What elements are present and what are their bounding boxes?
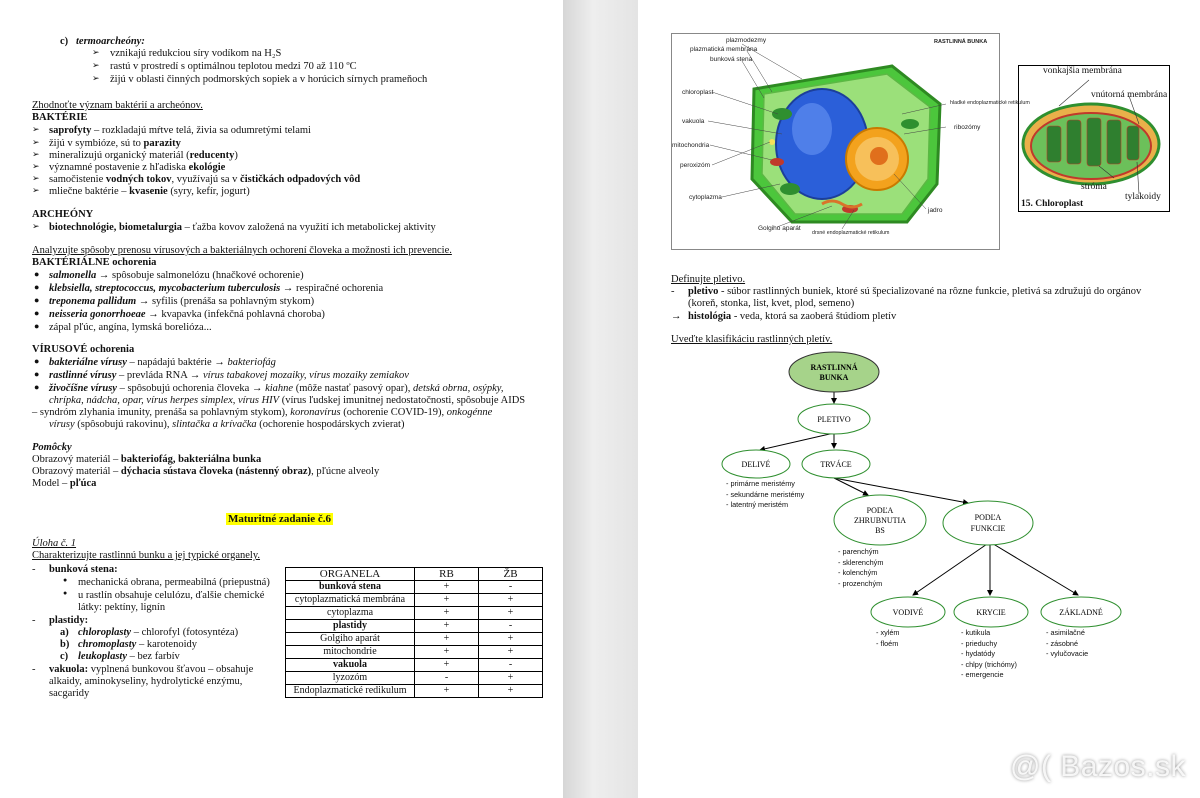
- col-header: RB: [415, 568, 479, 581]
- bacterial-disease-item: zápal pľúc, angína, lymská borelióza...: [49, 322, 212, 333]
- list-item: - latentný meristém: [726, 500, 789, 509]
- bacteria-item: mliečne baktérie – kvasenie (syry, kefír, jogurt): [49, 186, 250, 197]
- list-item: - prieduchy: [961, 638, 998, 648]
- table-row: [286, 646, 543, 659]
- node-plant-cell-l1: RASTLINNÁ: [810, 363, 858, 372]
- table-row: [286, 633, 543, 646]
- plant-cell-value: -: [415, 672, 479, 685]
- animal-cell-value: -: [479, 581, 543, 594]
- nucleolus-shape: [870, 147, 888, 165]
- page-gap: [563, 0, 638, 798]
- dash-bullet: -: [32, 664, 36, 675]
- dash-bullet: -: [32, 615, 36, 626]
- ground-list: [1046, 628, 1088, 660]
- plant-cell-figure: [671, 33, 1030, 250]
- dot-bullet-icon: ●: [34, 295, 40, 305]
- table-row: [286, 659, 543, 672]
- organelle-name-cell: plastidy: [286, 620, 415, 633]
- viral-item: živočíšne vírusy – spôsobujú ochorenia človeka → kiahne (môže nastať pasový opar), detská obrna, osýpky,: [49, 383, 504, 394]
- list-item: - sklerenchým: [838, 557, 884, 567]
- viral-diseases-heading: VÍRUSOVÉ ochorenia: [32, 344, 135, 355]
- vacuole-line: sacgaridy: [49, 688, 90, 699]
- meristem-list: [726, 479, 804, 511]
- node-by-function: [943, 501, 1033, 545]
- label-plasma-membrane: plazmatická membrána: [690, 46, 758, 53]
- label-rough-er: drsné endoplazmatické retikulum: [812, 230, 890, 236]
- arrow-bullet-icon: ➢: [92, 60, 100, 70]
- organelle-name-cell: bunková stena: [286, 581, 415, 594]
- plant-cell-value: +: [415, 633, 479, 646]
- chloroplast-shape: [901, 119, 919, 129]
- animal-cell-value: +: [479, 633, 543, 646]
- tissue-definition-cont: (koreň, stonka, list, kvet, plod, semeno): [688, 298, 855, 309]
- dot-bullet-icon: ●: [34, 308, 40, 318]
- table-row: [286, 594, 543, 607]
- table-header-row: [286, 568, 543, 581]
- list-item: - primárne meristémy: [726, 479, 795, 488]
- list-item: - hydatódy: [961, 649, 996, 658]
- table-row: [286, 672, 543, 685]
- chloroplast-caption: 15. Chloroplast: [1021, 199, 1084, 209]
- organelle-name-cell: Endoplazmatické redikulum: [286, 685, 415, 698]
- bacteria-item: saprofyty – rozkladajú mŕtve telá, živia sa odumretými telami: [49, 125, 311, 136]
- organelle-name-cell: Golgiho aparát: [286, 633, 415, 646]
- node-conductive-label: VODIVÉ: [892, 608, 924, 617]
- arrow-bullet-icon: ➢: [32, 221, 40, 231]
- termo-title: termoarcheóny:: [76, 36, 145, 47]
- bacteria-heading: BAKTÉRIE: [32, 112, 88, 123]
- organelle-table: [285, 567, 543, 698]
- cell-wall-item: mechanická obrana, permeabilná (priepustná): [78, 577, 270, 588]
- list-item: - xylém: [876, 628, 900, 637]
- plant-cell-value: +: [415, 594, 479, 607]
- right-page: [638, 0, 1200, 798]
- bacterial-disease-item: neisseria gonorrhoeae → kvapavka (infekčná pohlavná choroba): [49, 309, 325, 320]
- bacteria-item: žijú v symbióze, sú to parazity: [49, 138, 181, 149]
- arrow-icon: →: [671, 311, 682, 322]
- label-ribosomes: ribozómy: [954, 124, 981, 131]
- wall-thickening-list: [838, 547, 883, 589]
- dot-bullet-icon: ●: [34, 369, 40, 379]
- arrow-bullet-icon: ➢: [32, 137, 40, 147]
- dot-bullet-icon: ●: [34, 269, 40, 279]
- bacterial-disease-item: treponema pallidum → syfilis (prenáša sa pohlavným stykom): [49, 296, 315, 307]
- table-row: [286, 581, 543, 594]
- node-meristematic-label: DELIVÉ: [741, 460, 771, 469]
- table-row: [286, 685, 543, 698]
- viral-item-cont: chrípka, nádcha, opar, vírus herpes simplex, vírus HIV (vírus ľudskej imunitnej nedostatočnosti, spôsobuje AIDS: [49, 395, 526, 406]
- label-inner-membrane: vnútorná membrána: [1091, 90, 1168, 100]
- plant-cell-value: +: [415, 659, 479, 672]
- arrow-bullet-icon: ➢: [32, 161, 40, 171]
- list-item: - prozenchým: [838, 578, 883, 588]
- plant-cell-value: +: [415, 581, 479, 594]
- arrow-bullet-icon: ➢: [92, 73, 100, 83]
- organelle-name-cell: lyzozóm: [286, 672, 415, 685]
- question-plant-cell: Charakterizujte rastlinnú bunku a jej typické organely.: [32, 550, 261, 561]
- list-item: - emergencie: [961, 670, 1004, 679]
- cell-title: RASTLINNÁ BUNKA: [934, 39, 988, 45]
- node-plant-cell-l2: BUNKA: [819, 373, 849, 382]
- question-define-tissue: Definujte pletivo.: [671, 274, 746, 285]
- node-wall-l3: BS: [875, 526, 885, 535]
- viral-item-cont: vírusy (spôsobujú rakovinu), slintačka a krívačka (ochorenie hospodárskych zvierat): [49, 419, 405, 430]
- arrow-bullet-icon: ➢: [92, 47, 100, 57]
- vacuole-line: vakuola: vyplnená bunkovou šťavou – obsahuje: [49, 664, 254, 675]
- col-header: ŽB: [479, 568, 543, 581]
- label-plasmodesmata: plazmodezmy: [726, 37, 767, 44]
- termo-label: c): [60, 36, 69, 47]
- bacterial-disease-item: klebsiella, streptococcus, mycobacterium tuberculosis → respiračné ochorenia: [49, 283, 384, 294]
- chloroplast-shape: [772, 108, 792, 120]
- label-outer-membrane: vonkajšia membrána: [1043, 66, 1122, 76]
- vacuole-line: alkaidy, aminokyseliny, hydrolytické enzýmu,: [49, 676, 243, 687]
- plastids-label: plastidy:: [49, 615, 89, 626]
- termo-item: vznikajú redukciou síry vodíkom na H₂S: [110, 48, 282, 59]
- left-page: [0, 0, 563, 798]
- viral-item: bakteriálne vírusy – napádajú baktérie → bakteriofág: [49, 357, 276, 368]
- aids-line: Obrazový materiál – bakteriofág, bakteriálna bunka: [32, 454, 262, 465]
- viral-item-cont: – syndróm zlyhania imunity, prenáša sa pohlavným stykom), koronavírus (ochorenie COVID-19), onkogénne: [32, 407, 493, 418]
- list-item: - parenchým: [838, 547, 879, 556]
- animal-cell-value: +: [479, 672, 543, 685]
- bacterial-disease-item: salmonella → spôsobuje salmonelózu (hnačkové ochorenie): [49, 270, 304, 281]
- plant-cell-value: +: [415, 646, 479, 659]
- list-item: - kolenchým: [838, 568, 878, 577]
- cell-wall-item: u rastlín obsahuje celulózu, ďalšie chemické: [78, 590, 265, 601]
- aids-line: Model – pľúca: [32, 478, 97, 489]
- list-item: - floém: [876, 638, 899, 648]
- node-covering-label: KRYCIE: [976, 608, 1006, 617]
- label-cytoplasm: cytoplazma: [689, 194, 722, 201]
- vacuole-highlight: [792, 103, 832, 155]
- table-row: [286, 607, 543, 620]
- label-smooth-er: hladké endoplazmatické retikulum: [950, 100, 1030, 106]
- dash-bullet: -: [671, 286, 675, 297]
- cell-wall-label: bunková stena:: [49, 564, 118, 575]
- table-row: [286, 620, 543, 633]
- animal-cell-value: +: [479, 685, 543, 698]
- plastid-num: c): [60, 651, 69, 662]
- bacteria-item: samočistenie vodných tokov, využívajú sa v čističkách odpadových vôd: [49, 174, 361, 185]
- label-chloroplast: chloroplast: [682, 89, 714, 96]
- animal-cell-value: +: [479, 607, 543, 620]
- list-item: - sekundárne meristémy: [726, 489, 805, 499]
- list-item: - vylučovacie: [1046, 649, 1089, 658]
- animal-cell-value: +: [479, 594, 543, 607]
- node-func-l1: PODĽA: [974, 513, 1002, 522]
- arrow-bullet-icon: ➢: [32, 173, 40, 183]
- label-vacuole: vakuola: [682, 118, 705, 125]
- histology-definition: histológia - veda, ktorá sa zaoberá štúdiom pletív: [688, 311, 897, 322]
- label-stroma: stróma: [1081, 182, 1107, 192]
- mitochondria-shape: [770, 158, 784, 166]
- label-golgi: Golgiho aparát: [758, 225, 801, 232]
- dot-bullet-icon: ●: [34, 382, 40, 392]
- plastid-num: a): [60, 627, 69, 638]
- list-item: - chlpy (trichómy): [961, 659, 1017, 669]
- arrow-bullet-icon: ➢: [32, 149, 40, 159]
- node-plant-cell: [789, 352, 879, 392]
- viral-item: rastlinné vírusy – prevláda RNA → vírus tabakovej mozaiky, vírus mozaiky zemiakov: [49, 370, 409, 381]
- aids-line: Obrazový materiál – dýchacia sústava človeka (nástenný obraz), pľúcne alveoly: [32, 466, 380, 477]
- list-item: - zásobné: [1046, 638, 1079, 648]
- covering-list: [961, 628, 1017, 681]
- conductive-list: [876, 628, 900, 649]
- plastid-item: chloroplasty – chlorofyl (fotosyntéza): [78, 627, 239, 638]
- termo-item: žijú v oblasti činných podmorských sopiek a v horúcich sírnych prameňoch: [110, 74, 428, 85]
- archeony-item: biotechnológie, biometalurgia – ťažba kovov založená na využití ich metabolickej aktivity: [49, 222, 436, 233]
- plastid-item: chromoplasty – karotenoidy: [78, 639, 197, 650]
- bazos-watermark: @( Bazos.sk: [1010, 750, 1186, 783]
- plastid-item: leukoplasty – bez farbív: [78, 651, 180, 662]
- bacteria-item: mineralizujú organický materiál (reducenty): [49, 150, 238, 161]
- question-bacteria-significance: Zhodnoťte význam baktérií a archeónov.: [32, 100, 203, 111]
- node-ground-label: ZÁKLADNÉ: [1059, 608, 1103, 617]
- organelle-name-cell: mitochondrie: [286, 646, 415, 659]
- termo-item: rastú v prostredí s optimálnou teplotou medzi 70 až 110 ºC: [110, 61, 357, 72]
- dot-bullet-icon: ●: [34, 321, 40, 331]
- plant-cell-value: +: [415, 685, 479, 698]
- exam-task-title: Maturitné zadanie č.6: [228, 513, 331, 525]
- organelle-name-cell: cytoplazmatická membrána: [286, 594, 415, 607]
- dot-bullet-icon: ●: [63, 589, 68, 597]
- list-item: - kutikula: [961, 628, 991, 637]
- label-thylakoids: tylakoidy: [1125, 192, 1161, 202]
- node-permanent-label: TRVÁCE: [820, 460, 852, 469]
- label-nucleus: jadro: [928, 207, 943, 214]
- question-disease-transmission: Analyzujte spôsoby prenosu vírusových a bakteriálnych ochorení človeka a možnosti ich prevencie.: [32, 245, 452, 256]
- dot-bullet-icon: ●: [34, 282, 40, 292]
- node-wall-l2: ZHRUBNUTIA: [854, 516, 906, 525]
- col-header: ORGANELA: [286, 568, 415, 581]
- tissue-definition: pletivo - súbor rastlinných buniek, ktoré sú špecializované na rôzne funkcie, pletivá sa združujú do orgánov: [688, 286, 1142, 297]
- tissue-classification-diagram: [638, 345, 1200, 685]
- dot-bullet-icon: ●: [63, 576, 68, 584]
- plant-cell-illustration: [672, 34, 1030, 249]
- dash-bullet: -: [32, 564, 36, 575]
- chloroplast-shape: [780, 183, 800, 195]
- label-peroxisome: peroxizóm: [680, 162, 710, 169]
- plant-cell-value: +: [415, 620, 479, 633]
- animal-cell-value: -: [479, 620, 543, 633]
- arrow-bullet-icon: ➢: [32, 124, 40, 134]
- aids-heading: Pomôcky: [32, 442, 72, 453]
- animal-cell-value: +: [479, 646, 543, 659]
- node-func-l2: FUNKCIE: [970, 524, 1006, 533]
- label-mitochondria: mitochondria: [672, 142, 710, 149]
- animal-cell-value: -: [479, 659, 543, 672]
- bacteria-item: významné postavenie z hľadiska ekológie: [49, 162, 226, 173]
- node-tissue-label: PLETIVO: [817, 415, 851, 424]
- question-classify-tissues: Uveďte klasifikáciu rastlinných pletív.: [671, 334, 833, 345]
- task-number: Úloha č. 1: [32, 538, 77, 549]
- label-cell-wall: bunková stena: [710, 56, 753, 63]
- cell-wall-item: látky: pektíny, lignín: [78, 602, 166, 613]
- archeony-heading: ARCHEÓNY: [32, 209, 94, 220]
- arrow-bullet-icon: ➢: [32, 185, 40, 195]
- node-wall-l1: PODĽA: [866, 506, 894, 515]
- chloroplast-figure: [1018, 65, 1170, 212]
- plant-cell-value: +: [415, 607, 479, 620]
- bacterial-diseases-heading: BAKTÉRIÁLNE ochorenia: [32, 257, 157, 268]
- dot-bullet-icon: ●: [34, 356, 40, 366]
- organelle-name-cell: cytoplazma: [286, 607, 415, 620]
- plastid-num: b): [60, 639, 70, 650]
- organelle-name-cell: vakuola: [286, 659, 415, 672]
- list-item: - asimilačné: [1046, 628, 1085, 637]
